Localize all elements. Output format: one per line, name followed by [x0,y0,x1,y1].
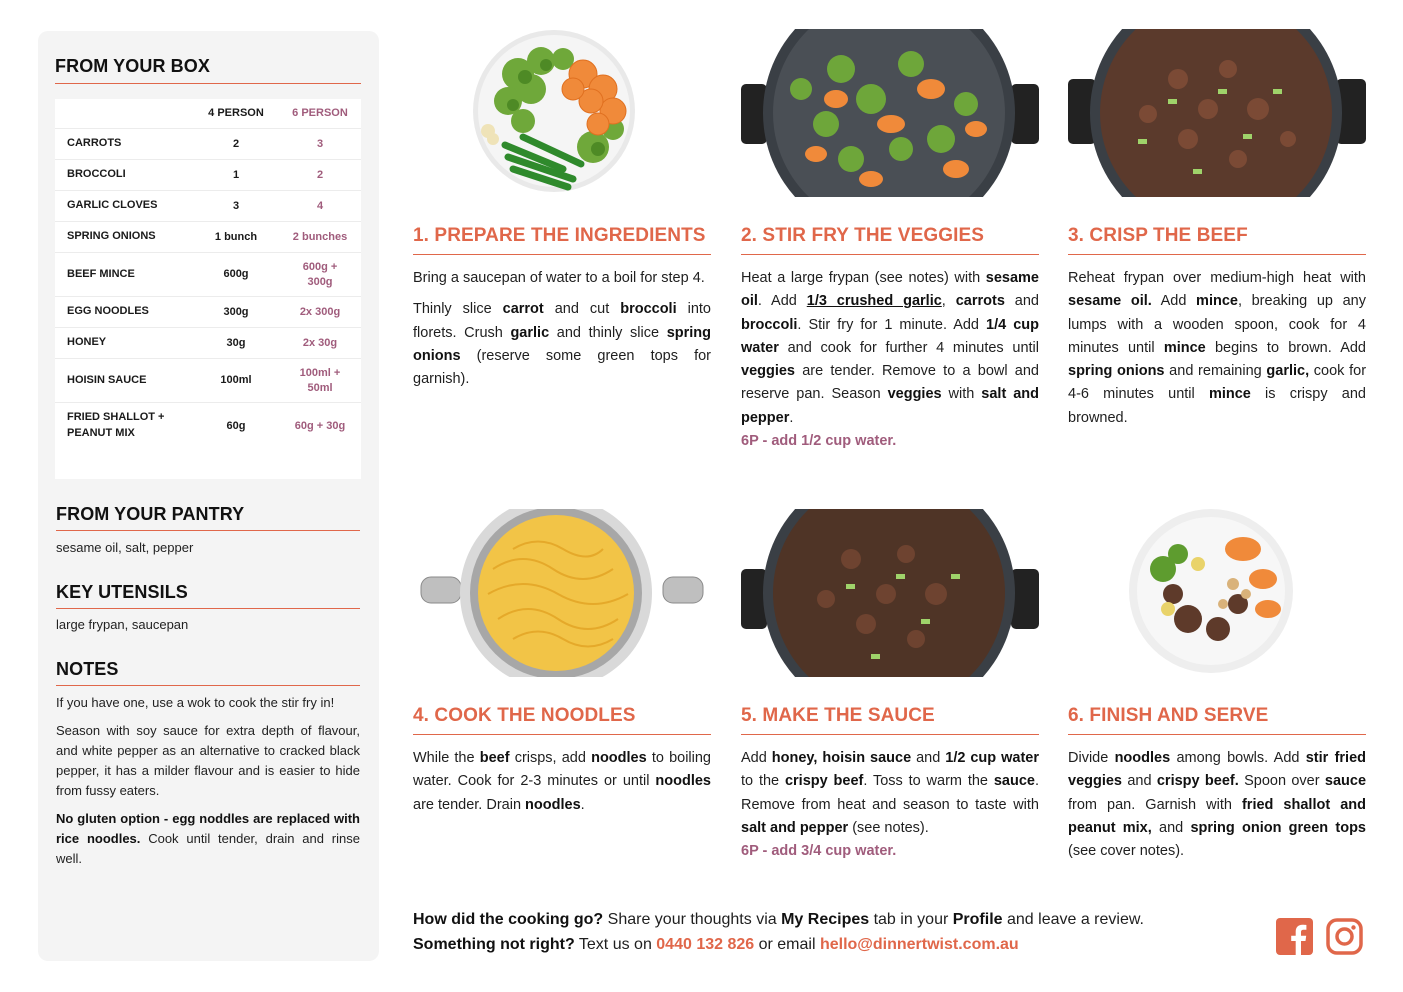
step-1-title: 1. PREPARE THE INGREDIENTS [413,225,706,246]
qty-6-person: 2 bunches [292,230,348,243]
sidebar [38,31,379,961]
note-seasoning: Season with soy sauce for extra depth of flavour, and white pepper as an alternative to cracked black pepper, it has a milder flavour and is easier to hide from fussy eaters. [56,723,360,798]
step-4-photo [413,509,711,677]
note-wok: If you have one, use a wok to cook the stir fry in! [56,695,335,710]
table-row [55,403,361,449]
feedback-line: How did the cooking go? Share your thoughts via My Recipes tab in your Profile and leave a review. [413,911,1144,928]
qty-6-person: 3 [316,137,324,150]
ingredient-name: FRIED SHALLOT + PEANUT MIX [67,411,165,439]
qty-6-person: 2x 30g [302,336,338,349]
qty-4-person: 300g [223,305,249,318]
step-6-body [1068,747,1366,871]
qty-4-person: 30g [226,336,246,349]
step-3-title: 3. CRISP THE BEEF [1068,225,1248,246]
col-header-4-person: 4 PERSON [208,107,264,120]
step-2-body [741,267,1039,453]
qty-4-person: 1 [232,168,240,181]
qty-6-person: 2x 300g [299,305,341,318]
qty-6-person: 100ml + 50ml [299,367,341,394]
table-row [55,359,361,403]
notes-heading: NOTES [56,659,119,679]
step-6-title: 6. FINISH AND SERVE [1068,705,1269,726]
utensils-text: large frypan, saucepan [56,617,189,632]
contact-line: Something not right? Text us on 0440 132 826 or email hello@dinnertwist.com.au [413,936,1019,953]
step-6-photo [1068,509,1366,677]
step-2-p1: Heat a large frypan (see notes) with sesame oil. Add 1/3 crushed garlic, carrots and broccoli. Stir fry for 1 minute. Add 1/4 cup water and cook for further 4 minutes until veggies are tender. Remove to a bowl and reserve pan. Season veggies with salt and pepper. [741,270,1039,426]
divider [741,734,1039,735]
email-link[interactable]: hello@dinnertwist.com.au [819,936,1019,953]
step-1-p1: Bring a saucepan of water to a boil for step 4. [413,270,705,286]
ingredient-name: BEEF MINCE [67,267,135,280]
step-1-body [413,267,711,399]
col-header-6-person: 6 PERSON [292,107,348,120]
qty-6-person: 600g + 300g [302,261,338,288]
table-row [55,297,361,328]
ingredient-name: SPRING ONIONS [67,230,156,243]
step-6-p1: Divide noodles among bowls. Add stir fried veggies and crispy beef. Spoon over sauce from pan. Garnish with fried shallot and peanut mix, and spring onion green tops (see cover notes). [1068,750,1367,860]
instagram-icon[interactable] [1326,918,1363,955]
step-5-title: 5. MAKE THE SAUCE [741,705,935,726]
step-3-body [1068,267,1366,438]
qty-6-person: 4 [316,199,324,212]
ingredient-name: CARROTS [67,137,122,150]
divider [56,685,360,686]
table-row [55,129,361,160]
step-3-photo [1068,29,1366,197]
divider [1068,254,1366,255]
step-2-6p-note: 6P - add 1/2 cup water. [741,433,897,450]
qty-6-person: 60g + 30g [294,419,346,432]
step-4-p1: While the beef crisps, add noodles to boiling water. Cook for 2-3 minutes or until noodles are tender. Drain noodles. [413,750,711,813]
step-3-p1: Reheat frypan over medium-high heat with sesame oil. Add mince, breaking up any lumps with a wooden spoon, cook for 4 minutes until mince begins to brown. Add spring onions and remaining garlic, cook for 4-6 minutes until mince is crispy and browned. [1068,270,1367,426]
qty-4-person: 60g [226,419,246,432]
table-row [55,328,361,359]
table-header [55,99,361,129]
notes [56,693,360,877]
qty-4-person: 1 bunch [214,230,258,243]
table-row [55,191,361,222]
ingredient-name: GARLIC CLOVES [67,199,158,212]
table-row [55,253,361,297]
divider [56,608,360,609]
ingredient-name: EGG NOODLES [67,305,149,318]
facebook-icon[interactable] [1276,918,1313,955]
pantry-text: sesame oil, salt, pepper [56,540,194,555]
step-1-photo [413,29,711,197]
qty-4-person: 100ml [220,374,252,387]
ingredients-table [55,99,361,479]
step-5-body [741,747,1039,863]
pantry-heading: FROM YOUR PANTRY [56,504,245,524]
divider [56,530,360,531]
table-row [55,222,361,253]
divider [741,254,1039,255]
step-1-p2: Thinly slice carrot and cut broccoli into florets. Crush garlic and thinly slice spring onions (reserve some green tops for garnish). [413,301,712,388]
step-5-photo [741,509,1039,677]
qty-4-person: 2 [232,137,240,150]
step-5-6p-note: 6P - add 3/4 cup water. [741,843,897,860]
step-4-title: 4. COOK THE NOODLES [413,705,636,726]
divider [55,83,361,84]
qty-4-person: 600g [223,268,249,281]
divider [413,734,711,735]
step-2-photo [741,29,1039,197]
phone-link[interactable]: 0440 132 826 [656,936,755,953]
divider [413,254,711,255]
divider [1068,734,1366,735]
qty-6-person: 2 [316,168,324,181]
ingredient-name: BROCCOLI [67,168,126,181]
utensils-heading: KEY UTENSILS [56,582,188,602]
qty-4-person: 3 [232,199,240,212]
table-row [55,160,361,191]
ingredient-name: HOISIN SAUCE [67,373,147,386]
ingredient-name: HONEY [67,336,107,349]
note-gluten: No gluten option - egg noddles are replaced with rice noodles. Cook until tender, drain and rinse well. [56,811,360,866]
step-4-body [413,747,711,825]
box-heading: FROM YOUR BOX [55,56,210,76]
step-2-title: 2. STIR FRY THE VEGGIES [741,225,985,246]
step-5-p1: Add honey, hoisin sauce and 1/2 cup water to the crispy beef. Toss to warm the sauce. Remove from heat and season to taste with salt and pepper (see notes). [741,750,1039,836]
